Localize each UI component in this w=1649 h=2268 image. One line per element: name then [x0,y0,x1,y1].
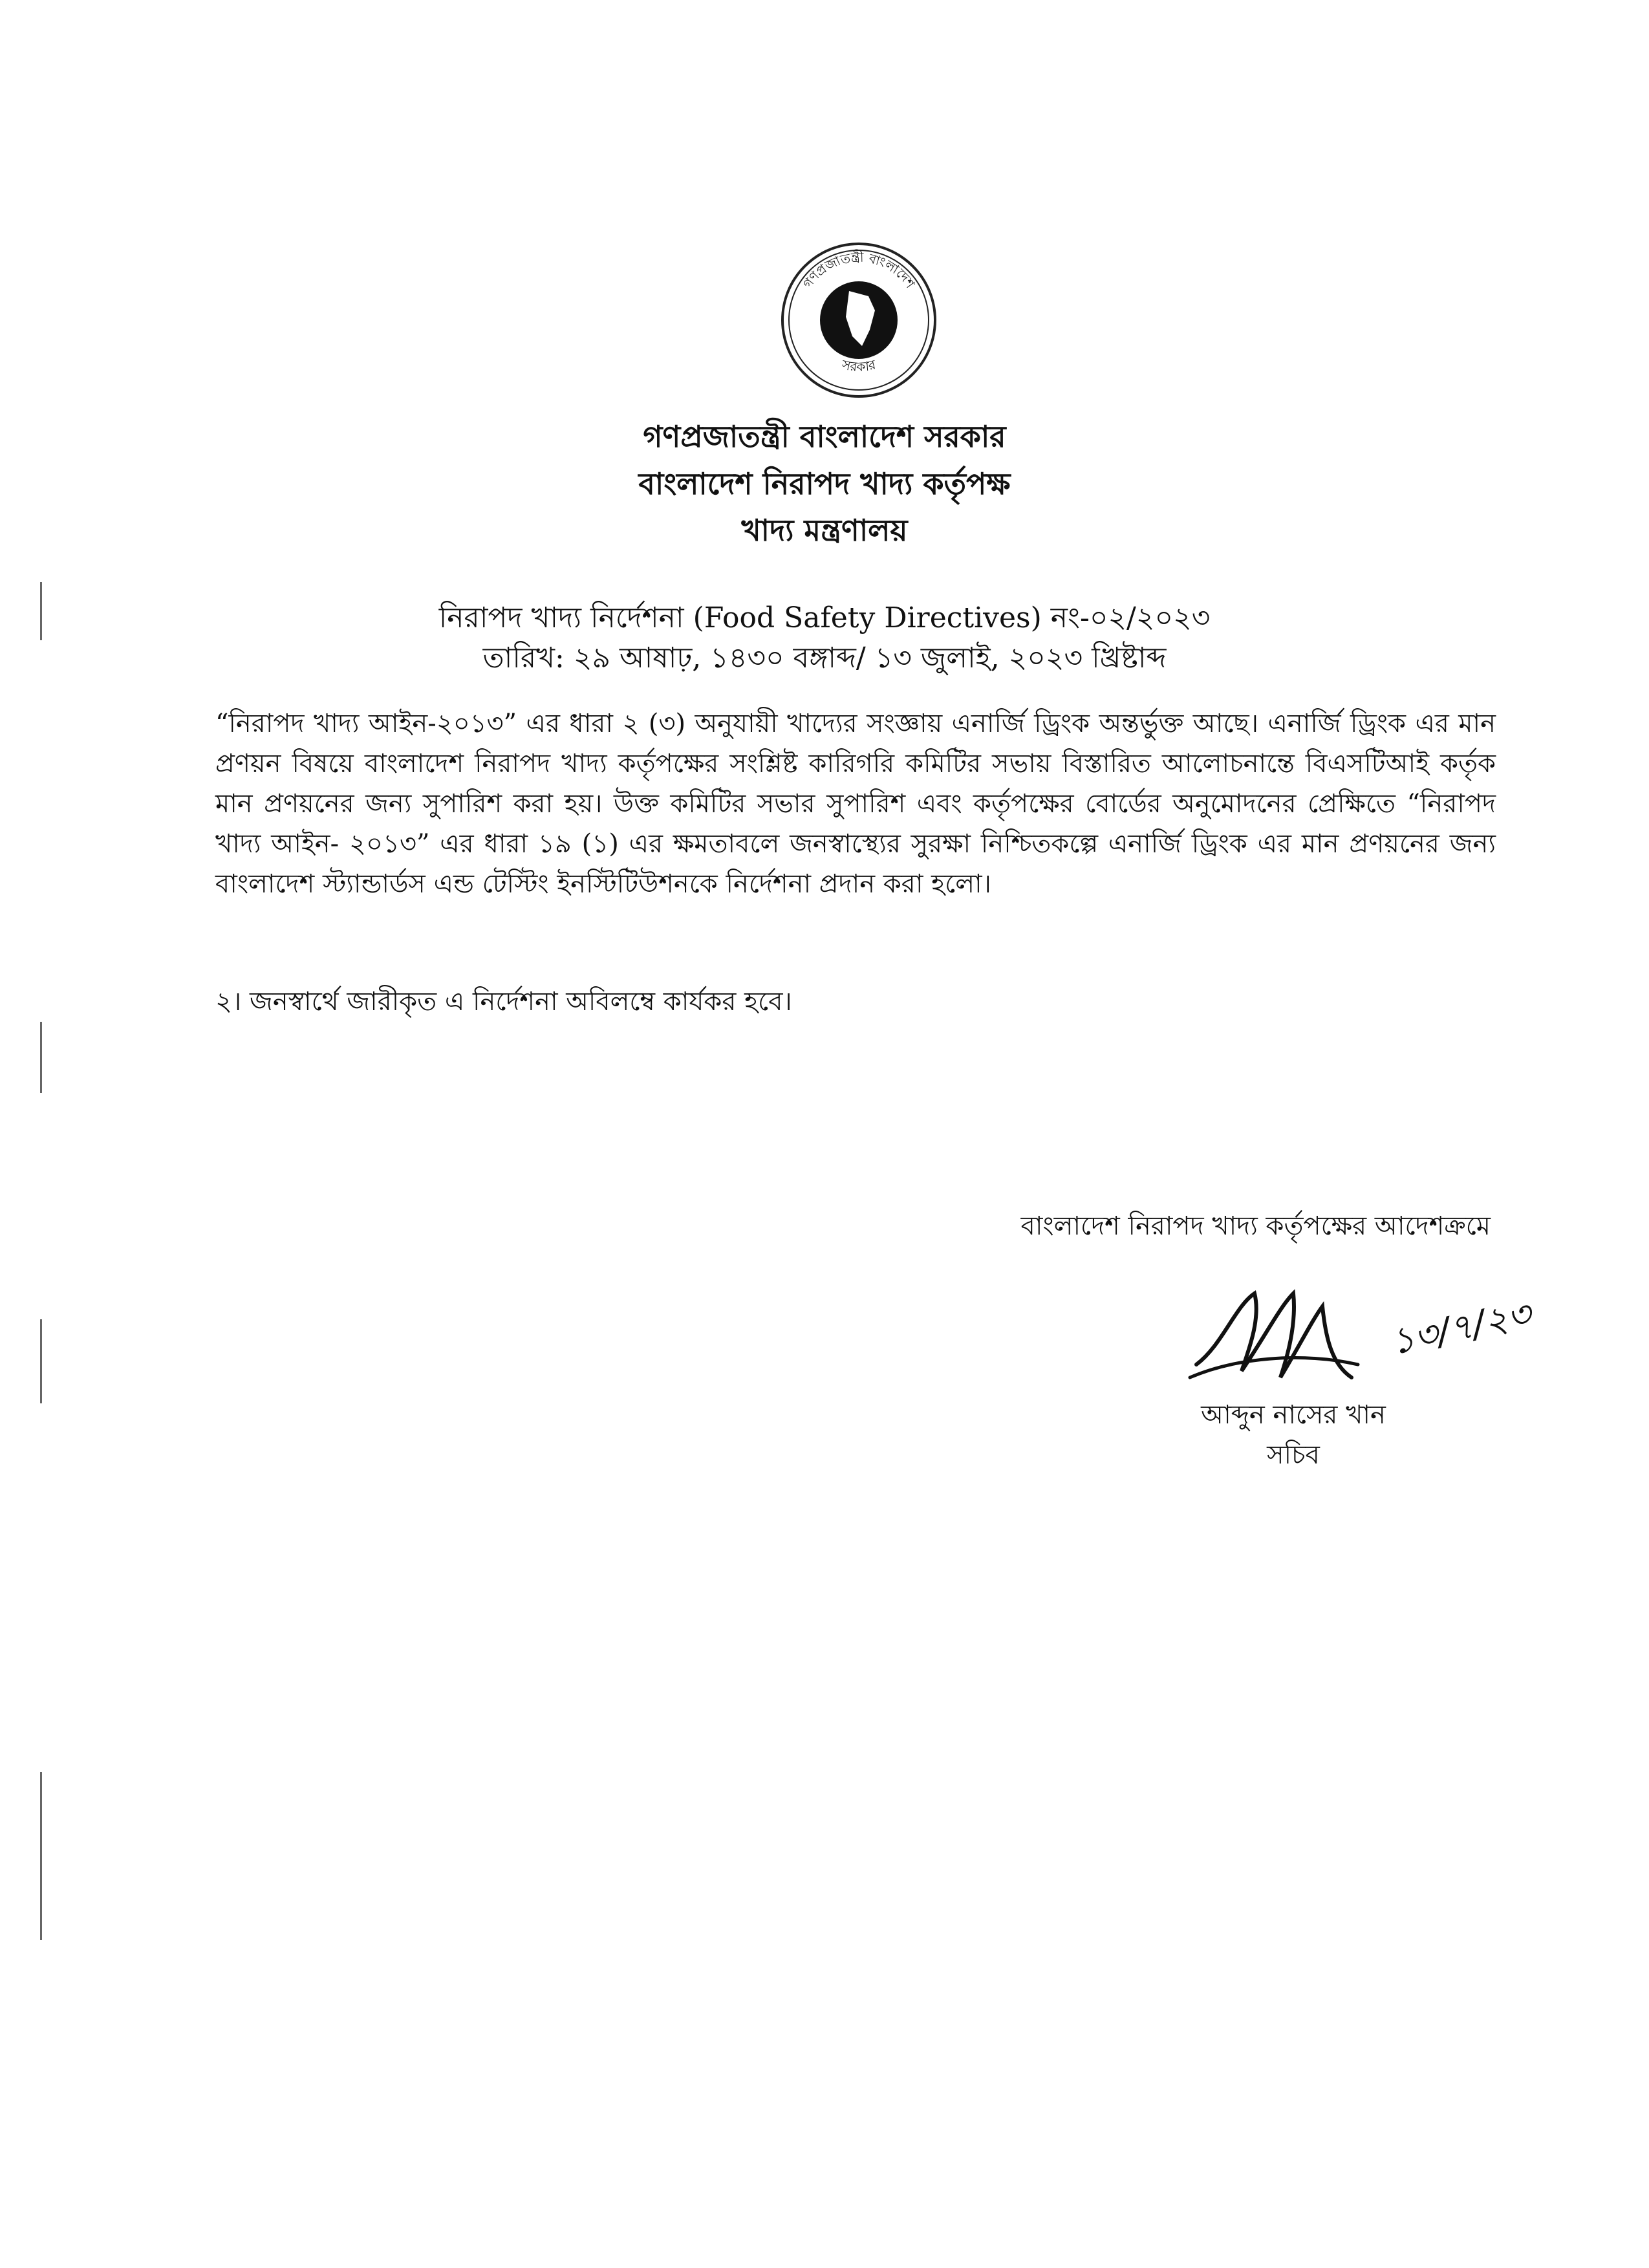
header-authority: বাংলাদেশ নিরাপদ খাদ্য কর্তৃপক্ষ [638,466,1011,501]
scan-artifact [40,1022,42,1093]
signatory-name: আব্দুন নাসের খান [1201,1400,1386,1430]
scan-artifact [40,1319,42,1403]
body-paragraph-1: “নিরাপদ খাদ্য আইন-২০১৩” এর ধারা ২ (৩) অনুযায়ী খাদ্যের সংজ্ঞায় এনার্জি ড্রিংক অন্তর্ভুক্ত আছে। এনার্জি ড্রিংক এর মান প্রণয়ন বিষয়ে বাংলাদেশ নিরাপদ খাদ্য কর্তৃপক্ষের সংশ্লিষ্ট কারিগরি কমিটির সভায় বিস্তারিত আলোচনান্তে বিএসটিআই কর্তৃক মান প্রণয়নের জন্য সুপারিশ করা হয়। উক্ত কমিটির সভার সুপারিশ এবং কর্তৃপক্ষের বোর্ডের অনুমোদনের প্রেক্ষিতে “নিরাপদ খাদ্য আইন- ২০১৩” এর ধারা ১৯ (১) এর ক্ষমতাবলে জনস্বাস্থ্যের সুরক্ষা নিশ্চিতকল্পে এনার্জি ড্রিংক এর মান প্রণয়নের জন্য বাংলাদেশ স্ট্যান্ডার্ডস এন্ড টেস্টিং ইনস্টিটিউশনকে নির্দেশনা প্রদান করা হলো। [215,709,1496,899]
header-government: গণপ্রজাতন্ত্রী বাংলাদেশ সরকার [643,419,1006,454]
handwritten-date: ১৩/৭/২৩ [1386,1292,1535,1364]
scan-artifact [40,1772,42,1940]
directive-date: তারিখ: ২৯ আষাঢ়, ১৪৩০ বঙ্গাব্দ/ ১৩ জুলাই, ২০২৩ খ্রিষ্টাব্দ [482,642,1167,675]
body-paragraph-2: ২। জনস্বার্থে জারীকৃত এ নির্দেশনা অবিলম্বে কার্যকর হবে। [215,987,792,1017]
government-seal [778,239,940,401]
directive-title: নিরাপদ খাদ্য নির্দেশনা (Food Safety Directives) নং-০২/২০২৩ [438,601,1211,634]
signature [1183,1268,1377,1397]
svg-text:সরকার: সরকার [840,356,878,375]
signatory-designation: সচিব [1267,1440,1320,1470]
header-ministry: খাদ্য মন্ত্রণালয় [741,513,908,548]
order-line: বাংলাদেশ নিরাপদ খাদ্য কর্তৃপক্ষের আদেশক্রমে [1020,1211,1491,1241]
svg-text:গণপ্রজাতন্ত্রী বাংলাদেশ: গণপ্রজাতন্ত্রী বাংলাদেশ [799,249,918,291]
